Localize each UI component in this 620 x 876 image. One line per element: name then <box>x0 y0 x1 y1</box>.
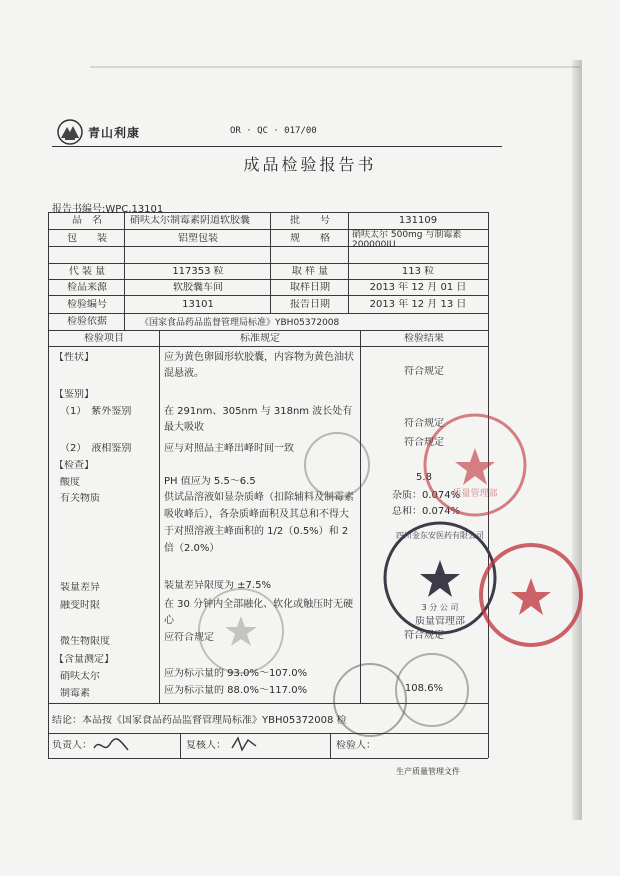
hplc-label: （2） 液相鉴别 <box>60 443 132 454</box>
page-top-edge <box>90 66 580 68</box>
nystatin-standard: 应为标示量的 88.0%～117.0% <box>164 685 308 696</box>
related-result-impurity: 杂质：0.074% <box>392 490 461 501</box>
disintegration-label: 融变时限 <box>60 600 100 611</box>
faint-seal-mid <box>302 430 372 500</box>
doc-code: OR · QC · 017/00 <box>230 126 317 136</box>
quantity-label: 代 装 量 <box>68 266 106 277</box>
report-number-value: WPC,13101 <box>105 204 164 215</box>
company-logo <box>56 118 140 146</box>
table-line <box>360 330 361 703</box>
hplc-standard: 应与对照品主峰出峰时间一致 <box>164 443 294 454</box>
sample-date-label: 取样日期 <box>290 282 330 293</box>
table-line <box>348 212 349 313</box>
quantity-value: 117353 粒 <box>172 266 224 277</box>
distributor-seal-dept: 质量管理部 <box>415 616 465 627</box>
microbe-label: 微生物限度 <box>60 636 110 647</box>
packing-value: 铝塑包装 <box>178 233 218 244</box>
seal-top-text: 质量管理部 <box>452 489 498 499</box>
test-no-value: 13101 <box>182 299 214 310</box>
weight-standard: 装量差异限度为 ±7.5% <box>164 580 271 591</box>
reviewer-signature <box>230 734 260 754</box>
assay-title: 【含量测定】 <box>54 654 114 665</box>
related-standard: 供试品溶液如显杂质峰（扣除辅料及制霉素吸收峰后），各杂质峰面积及其总和不得大于对照溶液主峰面积的 1/2（0.5%）和 2 倍（2.0%） <box>164 492 354 554</box>
related-result-total: 总和：0.074% <box>392 506 461 517</box>
col-header-item: 检验项目 <box>84 333 124 344</box>
table-line <box>48 346 488 347</box>
uv-standard: 在 291nm、305nm 与 318nm 波长处有最大吸收 <box>164 406 353 433</box>
acidity-standard: PH 值应为 5.5～6.5 <box>164 476 256 487</box>
product-value: 硝呋太尔制霉素阴道软胶囊 <box>130 215 250 226</box>
col-header-result: 检验结果 <box>404 333 444 344</box>
table-line <box>270 212 271 313</box>
batch-value: 131109 <box>398 215 438 226</box>
hplc-result: 符合规定 <box>404 437 444 448</box>
report-date-label: 报告日期 <box>290 299 330 310</box>
report-number-label: 报告书编号: <box>52 204 106 215</box>
reviewer-label: 复核人： <box>186 740 226 751</box>
appearance-standard: 应为黄色卵圆形软胶囊，内容物为黄色油状混悬液。 <box>164 352 354 379</box>
footer-text: 生产质量管理文件 <box>396 767 460 776</box>
col-header-standard: 标准规定 <box>240 333 280 344</box>
distributor-seal-branch: 3 分 公 司 <box>421 603 459 612</box>
responsible-signature <box>92 736 132 756</box>
sample-label: 取 样 量 <box>291 266 329 277</box>
test-no-label: 检验编号 <box>67 299 107 310</box>
nifuratel-label: 硝呋太尔 <box>60 671 100 682</box>
logo-mountain-icon <box>56 118 84 146</box>
uv-label: （1） 紫外鉴别 <box>60 406 132 417</box>
table-line <box>48 295 488 296</box>
faint-seal-lower <box>196 586 286 676</box>
table-line <box>48 263 488 264</box>
identify-title: 【鉴别】 <box>54 389 94 400</box>
table-line <box>159 330 160 703</box>
basis-value: 《国家食品药品监督管理局标准》YBH05372008 <box>140 318 340 328</box>
company-name: 青山利康 <box>88 125 141 140</box>
basis-label: 检验依据 <box>67 316 107 327</box>
conclusion: 结论：本品按《国家食品药品监督管理局标准》YBH05372008 检 <box>52 715 347 726</box>
check-title: 【检查】 <box>54 460 94 471</box>
table-line <box>48 313 488 314</box>
source-value: 软胶囊车间 <box>173 282 223 293</box>
table-line <box>48 279 488 280</box>
sample-value: 113 粒 <box>401 266 435 277</box>
packing-label: 包 装 <box>67 233 107 244</box>
microbe-result: 符合规定 <box>404 630 444 641</box>
acidity-result: 5.8 <box>416 472 432 483</box>
table-line <box>48 733 488 734</box>
nystatin-label: 制霉素 <box>60 688 90 699</box>
distributor-seal-name: 四川金东安医药有限公司 <box>396 531 484 540</box>
table-line <box>48 212 488 213</box>
batch-label: 批 号 <box>290 215 330 226</box>
related-label: 有关物质 <box>60 493 100 504</box>
table-border <box>48 212 49 758</box>
weight-label: 装量差异 <box>60 582 100 593</box>
page-title: 成品检验报告书 <box>243 155 377 174</box>
acidity-label: 酸度 <box>60 477 80 488</box>
uv-result: 符合规定 <box>404 418 444 429</box>
red-seal-right <box>476 540 586 650</box>
product-label: 品 名 <box>72 215 102 226</box>
table-line <box>124 212 125 313</box>
nystatin-result: 108.6% <box>404 683 444 694</box>
microbe-standard: 应符合规定 <box>164 632 214 643</box>
red-seal-top <box>420 410 530 520</box>
disintegration-standard: 在 30 分钟内全部融化、软化或触压时无硬心 <box>164 599 354 626</box>
table-line <box>180 733 181 758</box>
sample-date-value: 2013 年 12 月 01 日 <box>369 282 467 293</box>
table-line <box>124 313 125 330</box>
spec-label: 规 格 <box>290 233 330 244</box>
responsible-label: 负责人： <box>52 740 92 751</box>
tester-label: 检验人： <box>336 740 376 751</box>
table-line <box>48 330 488 331</box>
table-line <box>48 758 488 759</box>
spec-value: 硝呋太尔 500mg 与制霉素 200000IU <box>352 230 462 250</box>
nifuratel-standard: 应为标示量的 93.0%～107.0% <box>164 668 308 679</box>
faint-seal-bottom-right <box>392 650 472 730</box>
source-label: 检品来源 <box>67 282 107 293</box>
header-rule <box>52 146 502 147</box>
report-date-value: 2013 年 12 月 13 日 <box>369 299 467 310</box>
appearance-result: 符合规定 <box>404 366 444 377</box>
appearance-title: 【性状】 <box>54 352 94 363</box>
